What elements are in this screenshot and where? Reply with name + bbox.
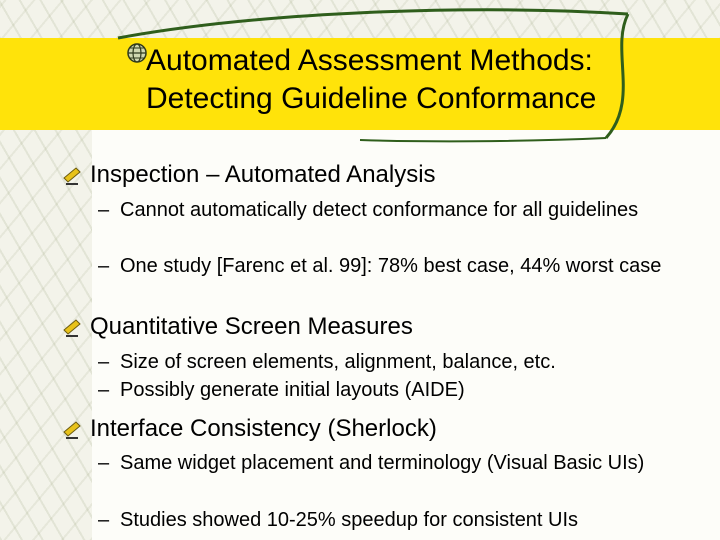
dash-marker: – [98,509,110,531]
list-item-text: Same widget placement and terminology (Visual Basic UIs) [120,452,645,474]
slide-title [146,42,706,118]
list-item [98,508,678,532]
section-heading-2: Quantitative Screen Measures [90,313,413,340]
list-item-text: Possibly generate initial layouts (AIDE) [120,379,465,401]
list-item [98,198,678,222]
list-item-text: Cannot automatically detect conformance for all guidelines [120,199,639,221]
globe-icon [126,42,148,64]
title-line-1: Automated Assessment Methods: [146,44,593,77]
list-item [98,350,678,374]
list-item [98,451,678,475]
dash-marker: – [98,351,110,373]
list-item-text: Studies showed 10-25% speedup for consistent UIs [120,509,579,531]
list-item [98,378,678,402]
dash-marker: – [98,452,110,474]
pencil-bullet-icon [62,166,82,186]
list-item [98,254,678,278]
title-line-2: Detecting Guideline Conformance [146,82,597,115]
dash-marker: – [98,255,110,277]
section-heading-1: Inspection – Automated Analysis [90,161,436,188]
list-item-text: Size of screen elements, alignment, balance, etc. [120,351,556,373]
dash-marker: – [98,199,110,221]
dash-marker: – [98,379,110,401]
list-item-text: One study [Farenc et al. 99]: 78% best case, 44% worst case [120,255,662,277]
pencil-bullet-icon [62,420,82,440]
pencil-bullet-icon [62,318,82,338]
section-heading-3: Interface Consistency (Sherlock) [90,415,437,442]
